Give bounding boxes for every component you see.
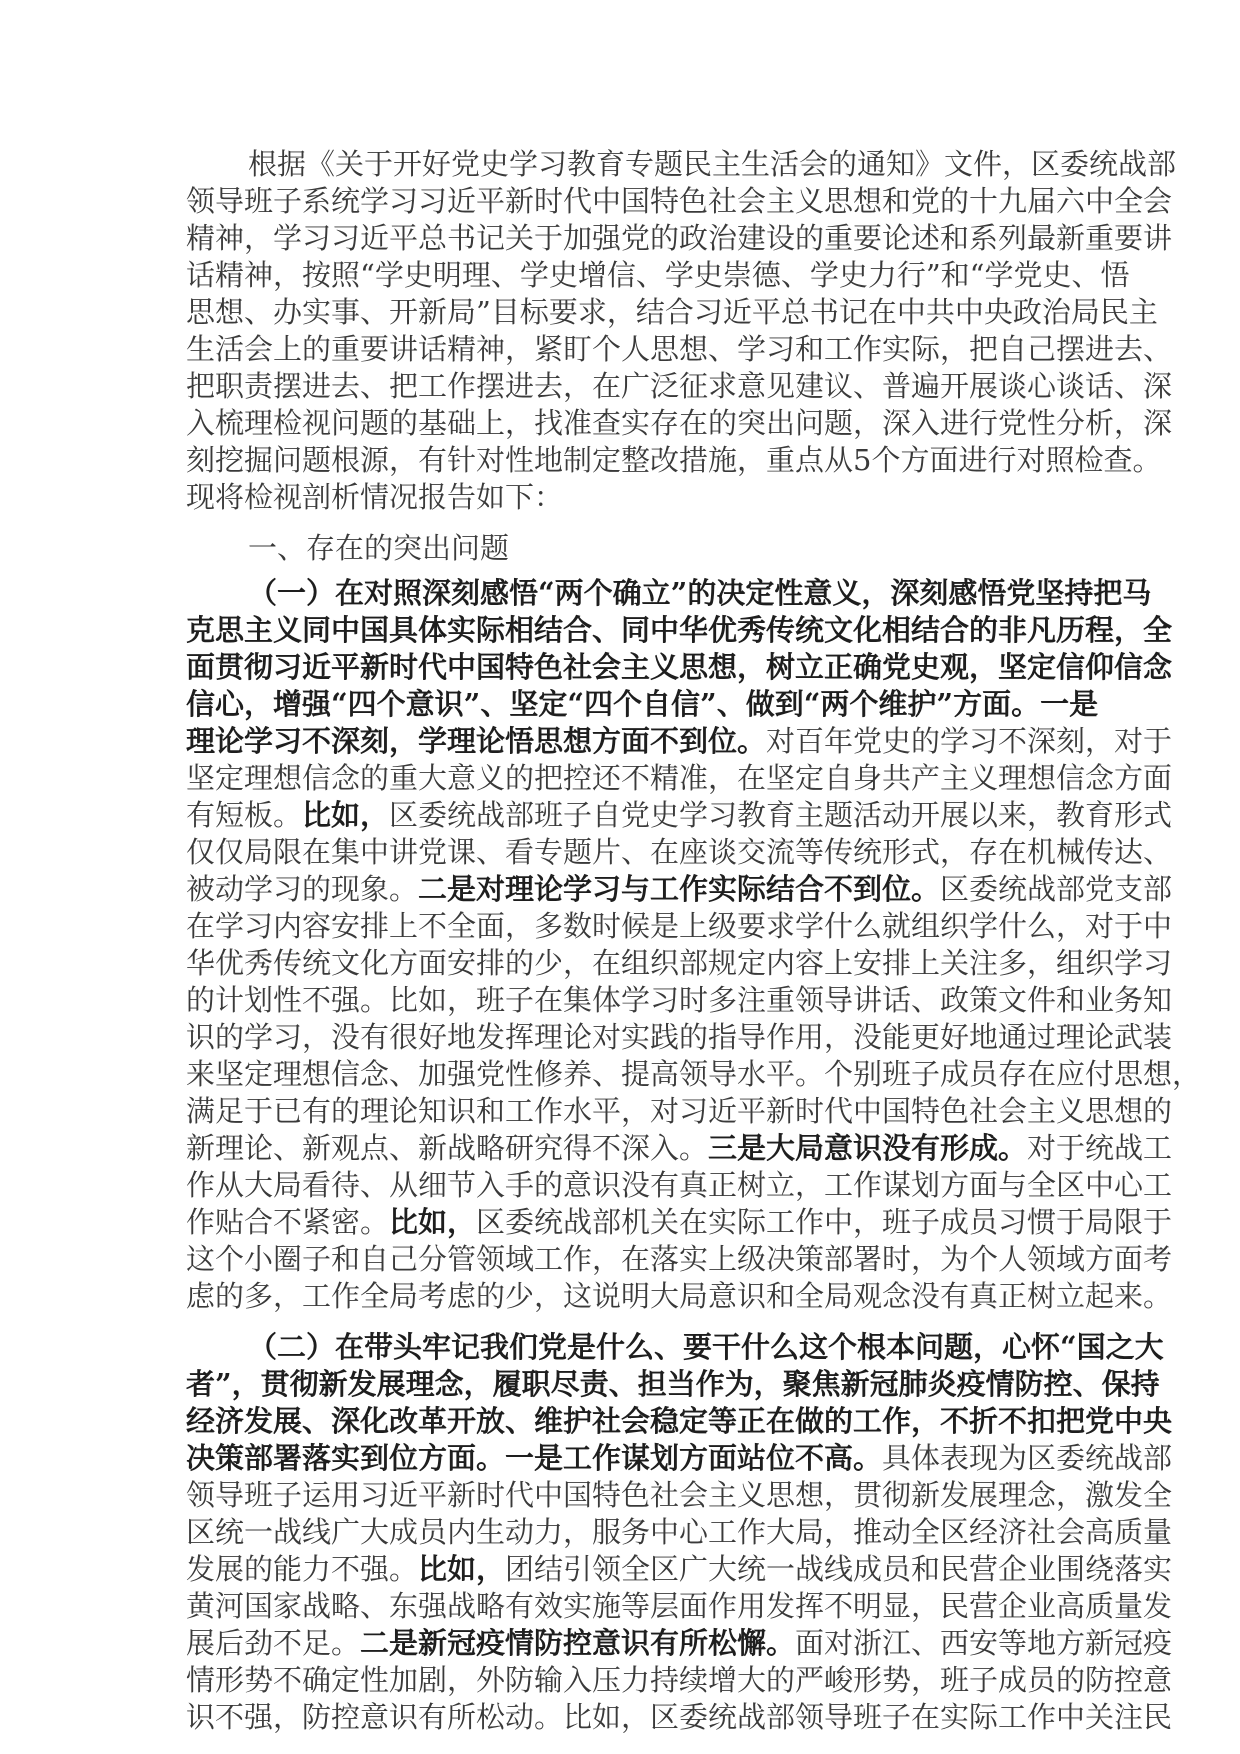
body-text: 思想、办实事、开新局”目标要求，结合习近平总书记在中共中央政治局民主: [186, 295, 1158, 329]
body-text: 刻挖掘问题根源，有针对性地制定整改措施，重点从5个方面进行对照检查。: [186, 443, 1162, 477]
bold-text: 信心，增强“四个意识”、坚定“四个自信”、做到“两个维护”方面。一是: [186, 687, 1099, 721]
body-text: 区委统战部机关在实际工作中，班子成员习惯于局限于: [476, 1205, 1173, 1239]
body-text: 情形势不确定性加剧，外防输入压力持续增大的严峻形势，班子成员的防控意: [186, 1663, 1173, 1697]
text-line: [186, 442, 1162, 479]
body-text: 现将检视剖析情况报告如下：: [186, 480, 564, 514]
body-text: 对百年党史的学习不深刻，对于: [766, 724, 1173, 758]
section-paragraph: [186, 1329, 1173, 1736]
body-text: 识的学习，没有很好地发挥理论对实践的指导作用，没能更好地通过理论武装: [186, 1020, 1173, 1054]
bold-text: 经济发展、深化改革开放、维护社会稳定等正在做的工作，不折不扣把党中央: [186, 1404, 1173, 1438]
text-line: [186, 1093, 1173, 1130]
body-text: 新理论、新观点、新战略研究得不深入。: [186, 1131, 709, 1165]
body-text: 作从大局看待、从细节入手的意识没有真正树立，工作谋划方面与全区中心工: [186, 1168, 1173, 1202]
body-text: 话精神，按照“学史明理、学史增信、学史崇德、学史力行”和“学党史、悟: [186, 258, 1130, 292]
text-line: [186, 368, 1173, 405]
text-line: [186, 1477, 1173, 1514]
text-line: [186, 1241, 1173, 1278]
text-line: [186, 1056, 1202, 1093]
body-text: 虑的多，工作全局考虑的少，这说明大局意识和全局观念没有真正树立起来。: [186, 1279, 1173, 1313]
text-line: [186, 982, 1173, 1019]
text-line: [186, 1130, 1173, 1167]
text-line: [186, 723, 1173, 760]
body-text: 具体表现为区委统战部: [882, 1441, 1173, 1475]
text-line: [186, 1403, 1173, 1440]
body-text: 对于统战工: [1027, 1131, 1173, 1165]
body-text: 在学习内容安排上不全面，多数时候是上级要求学什么就组织学什么，对于中: [186, 909, 1173, 943]
body-text: 被动学习的现象。: [186, 872, 419, 906]
text-line: [186, 146, 1177, 183]
text-line: [186, 1440, 1173, 1477]
bold-text: 面贯彻习近平新时代中国特色社会主义思想，树立正确党史观，坚定信仰信念: [186, 650, 1173, 684]
body-text: 领导班子系统学习习近平新时代中国特色社会主义思想和党的十九届六中全会: [186, 184, 1173, 218]
bold-text: 克思主义同中国具体实际相结合、同中华优秀传统文化相结合的非凡历程，全: [186, 613, 1173, 647]
text-line: [186, 797, 1173, 834]
document-page: [186, 146, 1202, 1736]
text-line: [186, 649, 1173, 686]
body-text: 精神，学习习近平总书记关于加强党的政治建设的重要论述和系列最新重要讲: [186, 221, 1173, 255]
text-line: [186, 220, 1173, 257]
text-line: [186, 760, 1173, 797]
intro-paragraph: [186, 146, 1177, 516]
bold-text: 理论学习不深刻，学理论悟思想方面不到位。: [186, 724, 767, 758]
text-line: [186, 183, 1173, 220]
text-line: [186, 294, 1158, 331]
text-line: [186, 405, 1173, 442]
text-line: [186, 1699, 1173, 1736]
body-text: 这个小圈子和自己分管领域工作，在落实上级决策部署时，为个人领域方面考: [186, 1242, 1173, 1276]
body-text: 生活会上的重要讲话精神，紧盯个人思想、学习和工作实际，把自己摆进去、: [186, 332, 1173, 366]
bold-text: 比如，: [418, 1552, 506, 1586]
bold-text: （二）在带头牢记我们党是什么、要干什么这个根本问题，心怀“国之大: [248, 1330, 1164, 1364]
body-text: 一、存在的突出问题: [248, 531, 510, 565]
body-text: 团结引领全区广大统一战线成员和民营企业围绕落实: [505, 1552, 1173, 1586]
bold-text: 者”，贯彻新发展理念，履职尽责、担当作为，聚焦新冠肺炎疫情防控、保持: [186, 1367, 1160, 1401]
text-line: [186, 612, 1173, 649]
text-line: [186, 1019, 1173, 1056]
text-line: [186, 1329, 1164, 1366]
text-line: [186, 1366, 1160, 1403]
body-text: 满足于已有的理论知识和工作水平，对习近平新时代中国特色社会主义思想的: [186, 1094, 1173, 1128]
text-line: [186, 908, 1173, 945]
text-line: [186, 1514, 1173, 1551]
body-text: 识不强，防控意识有所松动。比如，区委统战部领导班子在实际工作中关注民: [186, 1700, 1173, 1734]
text-line: [186, 1588, 1173, 1625]
section-paragraph: [186, 575, 1202, 1315]
bold-text: 三是大局意识没有形成。: [708, 1131, 1028, 1165]
bold-text: 二是对理论学习与工作实际结合不到位。: [418, 872, 941, 906]
text-line: [186, 871, 1173, 908]
body-text: 展后劲不足。: [186, 1626, 361, 1660]
bold-text: 决策部署落实到位方面。一是工作谋划方面站位不高。: [186, 1441, 883, 1475]
body-text: 来坚定理想信念、加强党性修养、提高领导水平。个别班子成员存在应付思想，: [186, 1057, 1202, 1091]
body-text: 区委统战部班子自党史学习教育主题活动开展以来，教育形式: [389, 798, 1173, 832]
body-text: 华优秀传统文化方面安排的少，在组织部规定内容上安排上关注多，组织学习: [186, 946, 1173, 980]
body-text: 发展的能力不强。: [186, 1552, 419, 1586]
body-text: 仅仅局限在集中讲党课、看专题片、在座谈交流等传统形式，存在机械传达、: [186, 835, 1173, 869]
body-text: 把职责摆进去、把工作摆进去，在广泛征求意见建议、普遍开展谈心谈话、深: [186, 369, 1173, 403]
body-text: 入梳理检视问题的基础上，找准查实存在的突出问题，深入进行党性分析，深: [186, 406, 1173, 440]
text-line: [186, 1167, 1173, 1204]
text-line: [186, 575, 1152, 612]
bold-text: 比如，: [389, 1205, 477, 1239]
text-line: [186, 1204, 1173, 1241]
bold-text: 比如，: [302, 798, 390, 832]
text-line: [186, 530, 1052, 567]
body-text: 区统一战线广大成员内生动力，服务中心工作大局，推动全区经济社会高质量: [186, 1515, 1173, 1549]
body-text: 面对浙江、西安等地方新冠疫: [795, 1626, 1173, 1660]
section-heading: [186, 530, 1052, 567]
body-text: 的计划性不强。比如，班子在集体学习时多注重领导讲话、政策文件和业务知: [186, 983, 1173, 1017]
body-text: 区委统战部党支部: [940, 872, 1173, 906]
bold-text: 二是新冠疫情防控意识有所松懈。: [360, 1626, 796, 1660]
text-line: [186, 686, 1099, 723]
body-text: 根据《关于开好党史学习教育专题民主生活会的通知》文件，区委统战部: [248, 147, 1177, 181]
body-text: 作贴合不紧密。: [186, 1205, 390, 1239]
text-line: [186, 1662, 1173, 1699]
body-text: 黄河国家战略、东强战略有效实施等层面作用发挥不明显，民营企业高质量发: [186, 1589, 1173, 1623]
text-line: [186, 479, 1052, 516]
text-line: [186, 257, 1130, 294]
body-text: 领导班子运用习近平新时代中国特色社会主义思想，贯彻新发展理念，激发全: [186, 1478, 1173, 1512]
text-line: [186, 1278, 1173, 1315]
text-line: [186, 331, 1173, 368]
body-text: 坚定理想信念的重大意义的把控还不精准，在坚定自身共产主义理想信念方面: [186, 761, 1173, 795]
text-line: [186, 834, 1173, 871]
text-line: [186, 1551, 1173, 1588]
bold-text: （一）在对照深刻感悟“两个确立”的决定性意义，深刻感悟党坚持把马: [248, 576, 1152, 610]
text-line: [186, 1625, 1173, 1662]
text-line: [186, 945, 1173, 982]
body-text: 有短板。: [186, 798, 303, 832]
